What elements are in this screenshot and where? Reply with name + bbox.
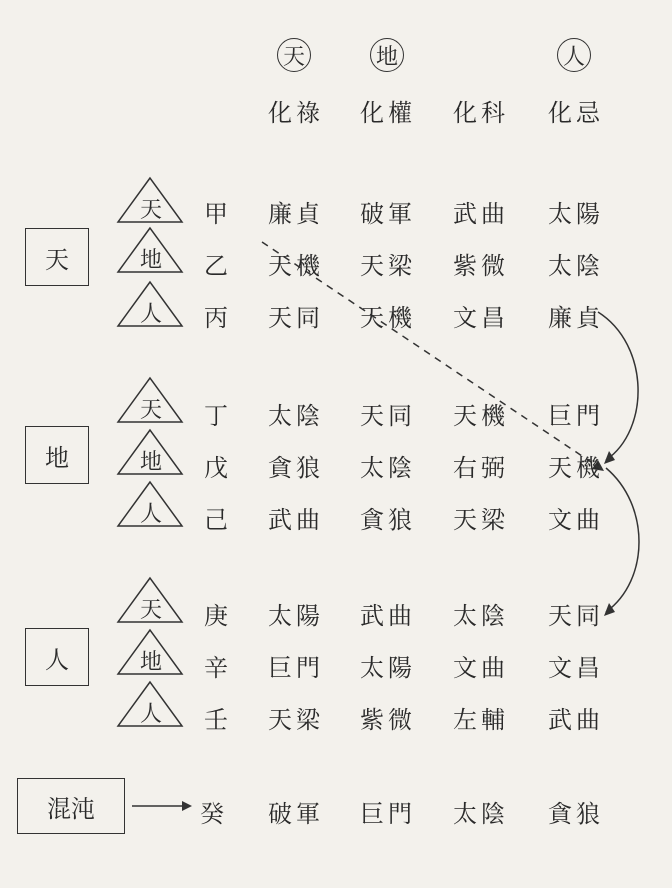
- star-cell: 太陰: [360, 454, 416, 482]
- triangle-label: 人: [139, 502, 162, 527]
- triangle-label: 地: [139, 248, 162, 273]
- star-cell: 文曲: [453, 654, 509, 682]
- star-cell: 貪狼: [360, 506, 416, 534]
- star-cell: 破軍: [268, 800, 324, 828]
- group-box-human: 人: [25, 628, 89, 686]
- star-cell: 武曲: [360, 602, 416, 630]
- triangle-label: 天: [139, 198, 162, 223]
- star-cell: 太陽: [268, 602, 324, 630]
- star-cell: 貪狼: [548, 800, 604, 828]
- column-header: 化科: [453, 99, 509, 127]
- star-cell: 廉貞: [268, 200, 324, 228]
- stem-label: 丁: [204, 402, 232, 430]
- stem-label: 甲: [204, 200, 232, 228]
- star-cell: 天梁: [360, 252, 416, 280]
- triangle-label: 天: [139, 398, 162, 423]
- group-box-heaven: 天: [25, 228, 89, 286]
- star-cell: 太陽: [360, 654, 416, 682]
- stem-label: 己: [204, 506, 232, 534]
- triangle-label: 人: [139, 702, 162, 727]
- column-header: 化權: [360, 99, 416, 127]
- triangle-label: 地: [139, 650, 162, 675]
- star-cell: 文昌: [453, 304, 509, 332]
- star-cell: 武曲: [548, 706, 604, 734]
- star-cell: 左輔: [453, 706, 509, 734]
- star-cell: 天梁: [268, 706, 324, 734]
- star-cell: 巨門: [360, 800, 416, 828]
- star-cell: 天機: [268, 252, 324, 280]
- star-cell: 天梁: [453, 506, 509, 534]
- group-box-earth: 地: [25, 426, 89, 484]
- star-cell: 文曲: [548, 506, 604, 534]
- stem-label: 丙: [204, 304, 232, 332]
- star-cell: 巨門: [548, 402, 604, 430]
- stem-label: 庚: [204, 602, 232, 630]
- star-cell: 武曲: [268, 506, 324, 534]
- curved-arrow: [598, 312, 638, 460]
- star-cell: 天機: [548, 454, 604, 482]
- star-cell: 巨門: [268, 654, 324, 682]
- star-cell: 太陰: [453, 800, 509, 828]
- star-cell: 天機: [360, 304, 416, 332]
- stem-label: 戊: [204, 454, 232, 482]
- star-cell: 天機: [453, 402, 509, 430]
- arrow-head: [604, 451, 615, 464]
- stem-label: 癸: [200, 800, 228, 828]
- star-cell: 天同: [268, 304, 324, 332]
- chaos-box: 混沌: [17, 778, 125, 834]
- arrow-head: [182, 801, 192, 811]
- triangle-label: 天: [139, 598, 162, 623]
- star-cell: 武曲: [453, 200, 509, 228]
- star-cell: 紫微: [453, 252, 509, 280]
- curved-arrow: [606, 468, 639, 612]
- star-cell: 太陰: [268, 402, 324, 430]
- stem-label: 辛: [204, 654, 232, 682]
- star-cell: 廉貞: [548, 304, 604, 332]
- header-circle-earth: 地: [370, 38, 404, 72]
- star-cell: 貪狼: [268, 454, 324, 482]
- star-cell: 太陰: [453, 602, 509, 630]
- column-header: 化忌: [548, 99, 604, 127]
- triangle-label: 地: [139, 450, 162, 475]
- header-circle-human: 人: [557, 38, 591, 72]
- star-cell: 紫微: [360, 706, 416, 734]
- star-cell: 文昌: [548, 654, 604, 682]
- stem-label: 壬: [204, 706, 232, 734]
- star-cell: 右弼: [453, 454, 509, 482]
- star-cell: 太陽: [548, 200, 604, 228]
- star-cell: 太陰: [548, 252, 604, 280]
- star-cell: 破軍: [360, 200, 416, 228]
- header-circle-heaven: 天: [277, 38, 311, 72]
- star-cell: 天同: [548, 602, 604, 630]
- stem-label: 乙: [204, 252, 232, 280]
- star-cell: 天同: [360, 402, 416, 430]
- triangle-label: 人: [139, 302, 162, 327]
- column-header: 化祿: [268, 99, 324, 127]
